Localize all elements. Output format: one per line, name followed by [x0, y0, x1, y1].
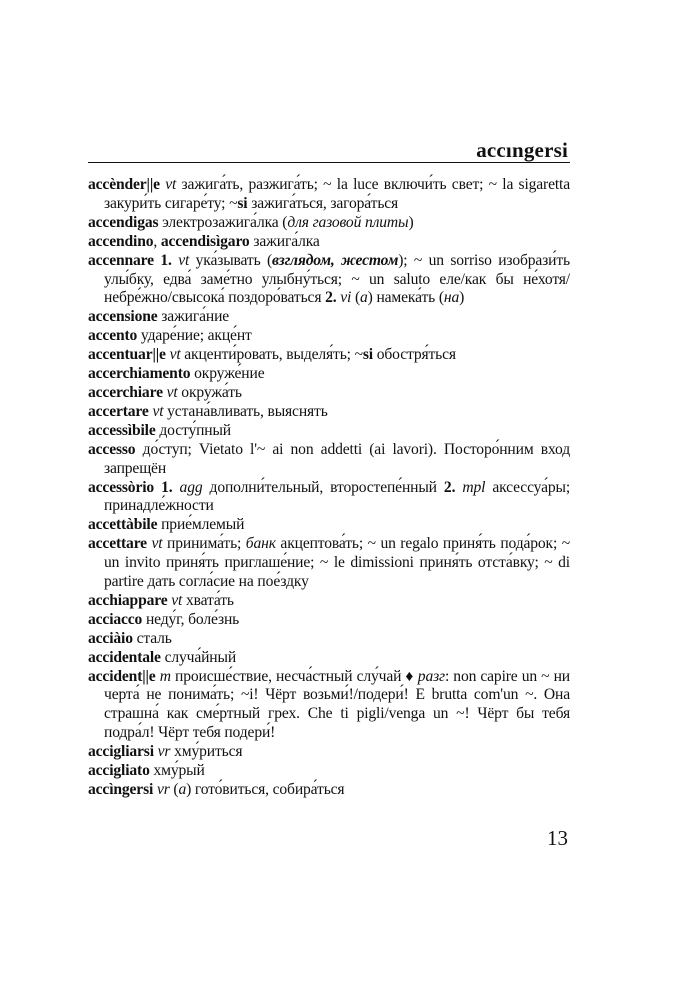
definition: дополни́тельный, второстепе́нный — [202, 478, 444, 496]
headword: accerchiamento — [88, 365, 191, 383]
definition: принима́ть; — [162, 535, 246, 553]
definition: случа́йный — [160, 648, 237, 666]
entry-accessorio — [88, 479, 570, 517]
definition: неду́г, боле́знь — [142, 610, 240, 628]
headword: acchiappare — [88, 591, 168, 609]
usage-note: для газовой плиты — [287, 213, 409, 231]
usage-note: на — [443, 289, 460, 307]
entry-accendino: accendino, accendisìgaro зажига́лка — [88, 232, 320, 250]
definition: хвата́ть — [182, 591, 234, 609]
definition: прие́млемый — [157, 516, 245, 534]
headword: accidentale — [88, 648, 161, 666]
grammar-label: vt — [166, 383, 178, 401]
definition: окруже́ние — [190, 365, 265, 383]
sense-number: 2. — [325, 289, 337, 307]
headword: accessòrio — [88, 478, 155, 496]
page-number: 13 — [547, 826, 568, 850]
entry-accigliato — [88, 762, 570, 781]
entry-acciaio — [88, 630, 570, 649]
headword: acciàio — [88, 629, 133, 647]
entry-accettare — [88, 535, 570, 592]
definition: акцептова́ть; ~ un regalo приня́ть пода́рок; ~ un invito приня́ть приглаше́ние; ~ le dimissioni приня́ть отста́вку; ~ di partire дать согла́сие на пое́здку — [104, 535, 570, 591]
grammar-label: m — [159, 667, 171, 685]
definition: происше́ствие, несча́стный слу́чай ♦ — [170, 667, 418, 685]
entry-accidentale — [88, 649, 570, 668]
grammar-label: mpl — [462, 478, 486, 496]
headword: accendino — [88, 232, 154, 250]
headword: accendisìgaro — [160, 232, 250, 250]
headword: accendigas — [88, 213, 159, 231]
entry-accigliarsi — [88, 743, 570, 762]
grammar-label: vt — [151, 535, 163, 553]
running-header — [88, 138, 570, 163]
register-label: разг — [417, 667, 445, 685]
headword: accigliato — [88, 762, 150, 780]
headword: accènder||e — [88, 176, 160, 193]
grammar-label: vr — [157, 743, 171, 761]
definition: зажига́ться, загора́ться — [247, 194, 399, 212]
headword: accentuar||e — [88, 346, 166, 364]
entry-accentuare — [88, 346, 570, 365]
reflexive-suffix: si — [362, 346, 373, 364]
reflexive-suffix: si — [237, 194, 248, 212]
headword: accento — [88, 327, 138, 345]
definition: зажига́ть, разжига́ть; ~ la luce включи́ть свет; ~ la sigaretta закури́ть сигаре́ту; ~ — [104, 176, 571, 212]
entry-accertare — [88, 403, 570, 422]
grammar-label: vt — [152, 402, 164, 420]
usage-note: взглядом, жестом — [272, 251, 399, 269]
definition: ука́зывать ( — [189, 251, 273, 269]
definition: обостря́ться — [373, 346, 456, 364]
headword: accennare — [88, 251, 154, 269]
headword: accettare — [88, 535, 147, 553]
headword: accìngersi — [88, 781, 154, 798]
entry-accerchiamento — [88, 365, 570, 384]
definition: сталь — [132, 629, 172, 647]
definition: зажига́ние — [157, 308, 230, 326]
definition: ударе́ние; акце́нт — [137, 327, 252, 345]
sense-number: 1. — [161, 478, 173, 496]
headword: accettàbile — [88, 516, 158, 534]
grammar-label: a — [178, 781, 187, 798]
definition: акценти́ровать, выделя́ть; ~ — [180, 346, 363, 364]
definition: : non capire un ~ ни черта́ не понима́ть; ~i! Чёрт возьми́!/подери́! E brutta com'un ~. Она страшна́ как сме́ртный грех. Che ti pigli/venga un ~! Чёрт бы тебя подра́л! Чёрт тебя подери́! — [104, 667, 570, 742]
entry-accerchiare — [88, 384, 570, 403]
entry-accingersi: accìngersi vr (a) гото́виться, собира́ться — [88, 781, 345, 798]
definition: устана́вливать, выяснять — [163, 402, 328, 420]
grammar-label: vi — [340, 289, 352, 307]
definition: хму́риться — [170, 743, 243, 761]
definition: зажига́лка — [249, 232, 320, 250]
definition: окружа́ть — [177, 383, 242, 401]
headword: accessìbile — [88, 421, 156, 439]
grammar-label: vt — [171, 591, 183, 609]
headword: accerchiare — [88, 383, 163, 401]
headword: accensione — [88, 308, 158, 326]
headword: acciacco — [88, 610, 143, 628]
definition: ) гото́виться, собира́ться — [186, 781, 345, 798]
entry-accesso — [88, 441, 570, 479]
grammar-label: a — [360, 289, 368, 307]
definition: досту́пный — [155, 421, 231, 439]
grammar-label: vt — [165, 176, 177, 193]
entry-acchiappare — [88, 592, 570, 611]
grammar-label: vr — [156, 781, 170, 798]
entry-accento — [88, 327, 570, 346]
sense-number: 1. — [160, 251, 172, 269]
headword: accertare — [88, 402, 149, 420]
entry-accennare: accennare 1. vt ука́зывать (взглядом, жестом); ~ un sorriso изобрази́ть улы́бку, едва́ заме́тно улыбну́ться; ~ un saluto еле/как бы не́хотя/небре́жно/свысока́ поздоро́ваться 2. vi (a) намека́ть (на) — [88, 251, 570, 307]
entry-accessibile — [88, 422, 570, 441]
definition: хму́рый — [149, 762, 205, 780]
entry-accensione — [88, 308, 570, 327]
definition: аксессуа́ры; принадле́жности — [104, 478, 571, 515]
running-head-word: accıngersi — [476, 138, 568, 162]
definition: ) намека́ть ( — [367, 289, 444, 307]
headword: accident||e — [88, 667, 156, 685]
headword: accigliarsi — [88, 743, 154, 761]
entry-accendere — [88, 176, 570, 214]
entry-accidente — [88, 668, 570, 744]
grammar-label: vt — [169, 346, 181, 364]
definition: до́ступ; Vietato l'~ ai non addetti (ai lavori). Посторо́нним вход запрещён — [104, 440, 570, 477]
dictionary-entries — [88, 176, 570, 800]
sense-number: 2. — [443, 478, 456, 496]
entry-acciacco — [88, 611, 570, 630]
entry-accettabile — [88, 516, 570, 535]
headword: accesso — [88, 440, 136, 458]
entry-accendigas: accendigas электрозажига́лка (для газовой плиты) — [88, 213, 414, 231]
grammar-label: vt — [178, 251, 190, 269]
definition: электрозажига́лка ( — [158, 213, 288, 231]
grammar-label: agg — [179, 478, 203, 496]
domain-label: банк — [245, 535, 276, 553]
definition: ); ~ un sorriso изобрази́ть улы́бку, едва́ заме́тно улыбну́ться; ~ un saluto еле/как бы не́хотя/небре́жно/свысока́ поздоро́ваться — [104, 251, 570, 307]
